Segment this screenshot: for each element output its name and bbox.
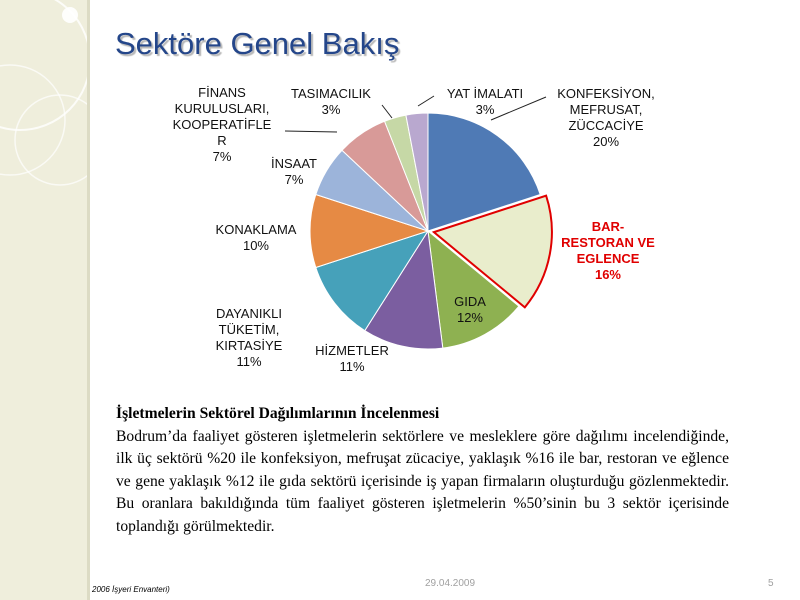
- footer-source: 2006 İşyeri Envanteri): [92, 585, 170, 594]
- page-number: 5: [768, 578, 774, 589]
- slice-name-label: GIDA: [454, 294, 486, 309]
- slice-value-label: 20%: [592, 134, 620, 149]
- slice-name-label: TÜKETİM,: [218, 322, 280, 337]
- slice-label: [216, 222, 297, 254]
- slice-name-label: R: [217, 133, 227, 148]
- slice-name-label: EGLENCE: [576, 251, 640, 266]
- slice-name-label: FİNANS: [198, 85, 246, 100]
- slice-name-label: KURULUSLARI,: [174, 101, 270, 116]
- slice-label: [447, 86, 523, 118]
- slice-name-label: İNSAAT: [271, 156, 317, 171]
- section-heading: İşletmelerin Sektörel Dağılımlarının İncelenmesi: [116, 405, 440, 422]
- slice-value-label: 11%: [339, 359, 365, 374]
- leader-line: [382, 105, 392, 118]
- slice-label: [315, 343, 389, 375]
- slice-name-label: RESTORAN VE: [561, 235, 655, 250]
- slice-name-label: KIRTASİYE: [215, 338, 283, 353]
- slice-value-label: 3%: [321, 102, 341, 117]
- slice-value-label: 3%: [475, 102, 495, 117]
- slice-name-label: MEFRUSAT,: [569, 102, 643, 117]
- slice-label: [216, 306, 283, 370]
- slice-name-label: DAYANIKLI: [216, 306, 282, 321]
- leader-line: [418, 96, 434, 106]
- footer-date: 29.04.2009: [425, 578, 476, 589]
- slice-value-label: 12%: [456, 310, 484, 325]
- slice-label: [291, 86, 371, 118]
- slice-value-label: 7%: [284, 172, 304, 187]
- slice-value-label: 11%: [236, 354, 262, 369]
- slice-name-label: ZÜCCACİYE: [568, 118, 644, 133]
- slice-name-label: YAT İMALATI: [446, 86, 524, 101]
- slice-name-label: TASIMACILIK: [291, 86, 371, 101]
- slice-label: [557, 86, 655, 150]
- slice-name-label: KONFEKSİYON,: [557, 86, 655, 101]
- body-text: [116, 403, 729, 538]
- slide-title: Sektöre Genel Bakış: [115, 26, 400, 61]
- slice-name-label: HİZMETLER: [315, 343, 389, 358]
- leader-line: [285, 131, 337, 132]
- slice-value-label: 10%: [242, 238, 270, 253]
- slice-value-label: 16%: [594, 267, 622, 282]
- slice-name-label: KONAKLAMA: [215, 222, 297, 237]
- slice-label: [454, 294, 486, 326]
- slice-label: [561, 219, 655, 283]
- section-paragraph: Bodrum’da faaliyet gösteren işletmelerin sektörlere ve mesleklere göre dağılımı incelendiğinde, ilk üç sektörü %20 ile konfeksiyon, mefruşat zücaciye, yaklaşık %16 ile bar, restoran ve eğlence ve gene yaklaşık %12 ile gıda sektörü içerisinde iş yapan firmaların oluşturduğu gözlenmektedir. Bu oranlara bakıldığında tüm faaliyet gösteren işletmelerin %50’sinin bu 3 sektör içerisinde toplandığı görülmektedir.: [116, 427, 729, 535]
- slice-label: [271, 156, 317, 188]
- slice-name-label: BAR-: [591, 219, 625, 234]
- slice-name-label: KOOPERATİFLE: [172, 117, 272, 132]
- slice-value-label: 7%: [212, 149, 232, 164]
- slice-label: [173, 85, 272, 165]
